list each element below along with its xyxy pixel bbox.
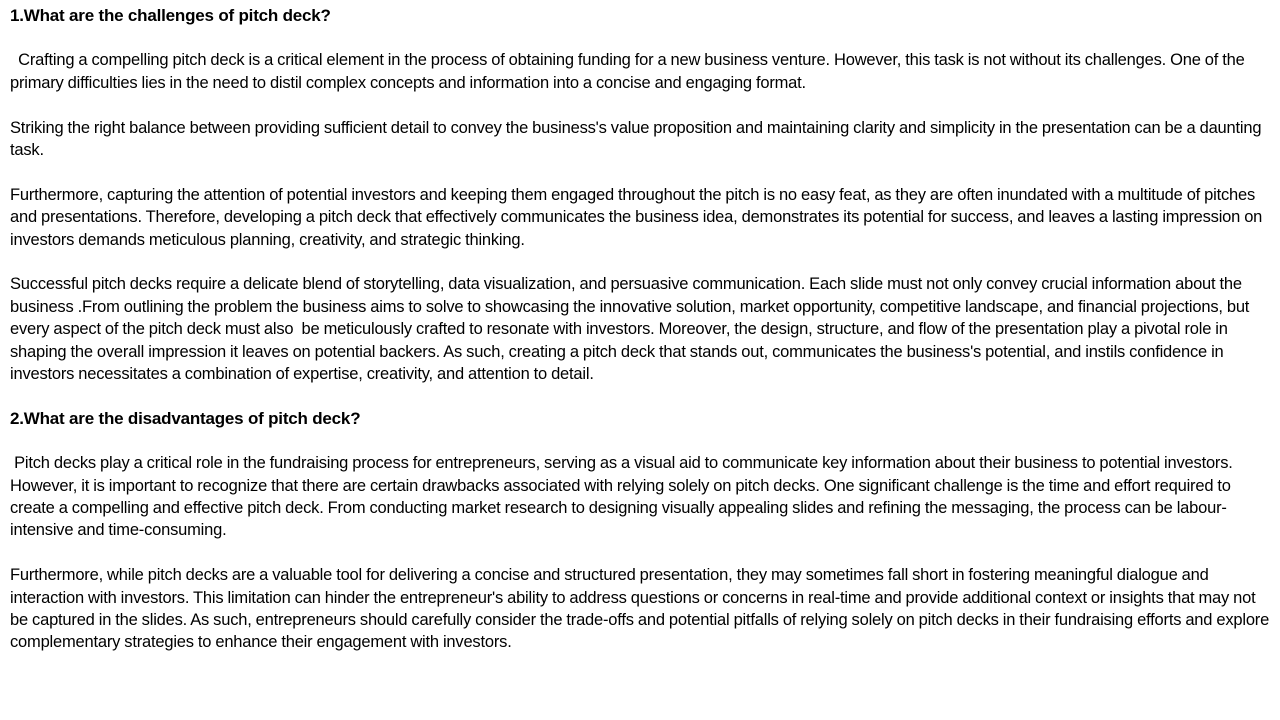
spacer: [10, 27, 1270, 49]
paragraph: Successful pitch decks require a delicate blend of storytelling, data visualization, and persuasive communication. Each slide must not only convey crucial information about the business .From outlining the problem the business aims to solve to showcasing the innovative solution, market opportunity, competitive landscape, and financial projections, but every aspect of the pitch deck must also be meticulously crafted to resonate with investors. Moreover, the design, structure, and flow of the presentation play a pivotal role in shaping the overall impression it leaves on potential backers. As such, creating a pitch deck that stands out, communicates the business's potential, and instils confidence in investors necessitates a combination of expertise, creativity, and attention to detail.: [10, 275, 1254, 384]
paragraph: Striking the right balance between providing sufficient detail to convey the business's value proposition and maintaining clarity and simplicity in the presentation can be a daunting task.: [10, 118, 1266, 159]
spacer: [10, 94, 1270, 116]
paragraph: Furthermore, while pitch decks are a valuable tool for delivering a concise and structured presentation, they may sometimes fall short in fostering meaningful dialogue and interaction with investors. This limitation can hinder the entrepreneur's ability to address questions or concerns in real-time and provide additional context or insights that may not be captured in the slides. As such, entrepreneurs should carefully consider the trade-offs and potential pitfalls of relying solely on pitch decks in their fundraising efforts and explore complementary strategies to enhance their engagement with investors.: [10, 566, 1274, 652]
section-heading-challenges: 1.What are the challenges of pitch deck?: [10, 6, 331, 25]
paragraph: Furthermore, capturing the attention of potential investors and keeping them engaged throughout the pitch is no easy feat, as they are often inundated with a multitude of pitches and presentations. Therefore, developing a pitch deck that effectively communicates the business idea, demonstrates its potential for success, and leaves a lasting impression on investors demands meticulous planning, creativity, and strategic thinking.: [10, 185, 1267, 249]
paragraph: Pitch decks play a critical role in the fundraising process for entrepreneurs, serving as a visual aid to communicate key information about their business to potential investors. However, it is important to recognize that there are certain drawbacks associated with relying solely on pitch decks. One significant challenge is the time and effort required to create a compelling and effective pitch deck. From conducting market research to designing visually appealing slides and refining the messaging, the process can be labour-intensive and time-consuming.: [10, 454, 1237, 540]
spacer: [10, 161, 1270, 183]
paragraph: Crafting a compelling pitch deck is a critical element in the process of obtaining funding for a new business venture. However, this task is not without its challenges. One of the primary difficulties lies in the need to distil complex concepts and information into a concise and engaging format.: [10, 51, 1249, 92]
spacer: [10, 542, 1270, 564]
section-heading-disadvantages: 2.What are the disadvantages of pitch deck?: [10, 408, 361, 428]
spacer: [10, 430, 1270, 452]
spacer: [10, 385, 1270, 407]
spacer: [10, 251, 1270, 273]
